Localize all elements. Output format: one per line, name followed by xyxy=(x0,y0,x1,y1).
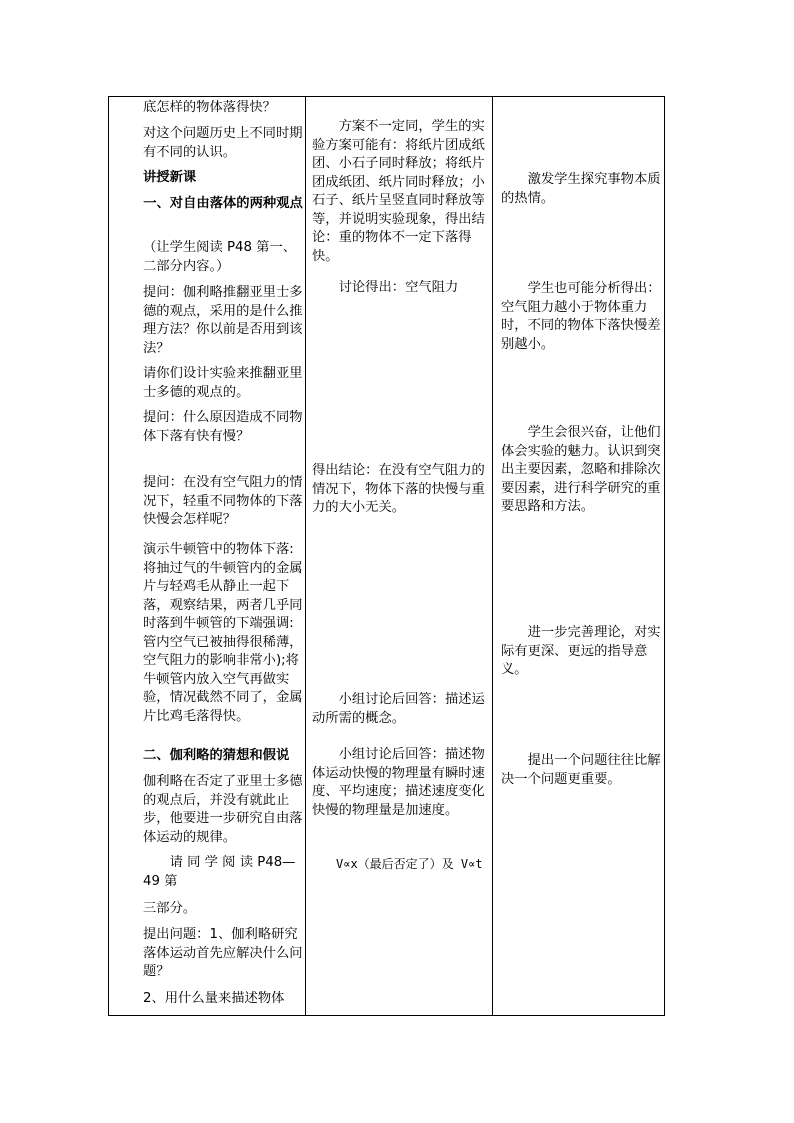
text-paragraph: 小组讨论后回答：描述物体运动快慢的物理量有瞬时速度、平均速度；描述速度变化快慢的物理量是加速度。 xyxy=(312,747,485,818)
text-paragraph: 提问：什么原因造成不同物体下落有快有慢？ xyxy=(143,410,303,444)
section-heading: 二、伽利略的猜想和假说 xyxy=(143,748,290,763)
teacher-activity-column xyxy=(109,97,305,1015)
text-paragraph: 小组讨论后回答：描述运动所需的概念。 xyxy=(312,692,485,726)
text-paragraph: 提出问题：1、伽利略研究落体运动首先应解决什么问题？ xyxy=(143,927,303,979)
section-heading: 讲授新课 xyxy=(143,170,197,185)
formula-text: V∝x（最后否定了）及 V∝t xyxy=(336,857,483,871)
text-paragraph: 提出一个问题往往比解决一个问题更重要。 xyxy=(501,753,661,787)
text-paragraph: 得出结论：在没有空气阻力的情况下，物体下落的快慢与重力的大小无关。 xyxy=(312,463,485,515)
text-paragraph: 学生会很兴奋，让他们体会实验的魅力。认识到突出主要因素，忽略和排除次要因素，进行科学研究的重要思路和方法。 xyxy=(501,425,661,514)
text-paragraph: 2、用什么量来描述物体 xyxy=(143,991,285,1006)
text-paragraph: 提问：伽利略推翻亚里士多德的观点，采用的是什么推理方法？你以前是否用到该法？ xyxy=(143,285,303,356)
design-intent-column xyxy=(493,97,665,1015)
lesson-plan-table xyxy=(108,96,665,1016)
text-paragraph: 演示牛顿管中的物体下落:将抽过气的牛顿管内的金属片与轻鸡毛从静止一起下落，观察结果，两者几乎同时落到牛顿管的下端强调: 管内空气已被抽得很稀薄，空气阻力的影响非常小);将牛顿管内放入空气再做实验，情况截然不同了，金属片比鸡毛落得快。 xyxy=(143,542,303,724)
text-paragraph: 学生也可能分析得出：空气阻力越小于物体重力时，不同的物体下落快慢差别越小。 xyxy=(501,281,661,352)
text-paragraph: 激发学生探究事物本质的热情。 xyxy=(501,172,661,206)
text-paragraph: 提问：在没有空气阻力的情况下，轻重不同物体的下落快慢会怎样呢？ xyxy=(143,475,303,527)
text-paragraph: 进一步完善理论，对实际有更深、更远的指导意义。 xyxy=(501,625,661,677)
student-activity-column xyxy=(306,97,492,1015)
text-paragraph: 方案不一定同，学生的实验方案可能有：将纸片团成纸团、小石子同时释放；将纸片团成纸团、纸片同时释放；小石子、纸片呈竖直同时释放等等，并说明实验现象，得出结论：重的物体不一定下落得快。 xyxy=(312,119,485,264)
text-paragraph: 对这个问题历史上不同时期有不同的认识。 xyxy=(143,126,303,160)
text-paragraph: 请 同 学 阅 读 P48—49 第 xyxy=(143,855,296,889)
text-paragraph: 三部分。 xyxy=(143,901,197,916)
text-paragraph: 伽利略在否定了亚里士多德的观点后，并没有就此止步，他要进一步研究自由落体运动的规律。 xyxy=(143,774,303,845)
text-paragraph: 底怎样的物体落得快？ xyxy=(143,100,276,115)
text-paragraph: 讨论得出：空气阻力 xyxy=(338,280,459,295)
section-heading: 一、对自由落体的两种观点 xyxy=(143,196,303,211)
text-paragraph: （让学生阅读 P48 第一、二部分内容。） xyxy=(143,240,297,274)
text-paragraph: 请你们设计实验来推翻亚里士多德的观点的。 xyxy=(143,366,303,400)
